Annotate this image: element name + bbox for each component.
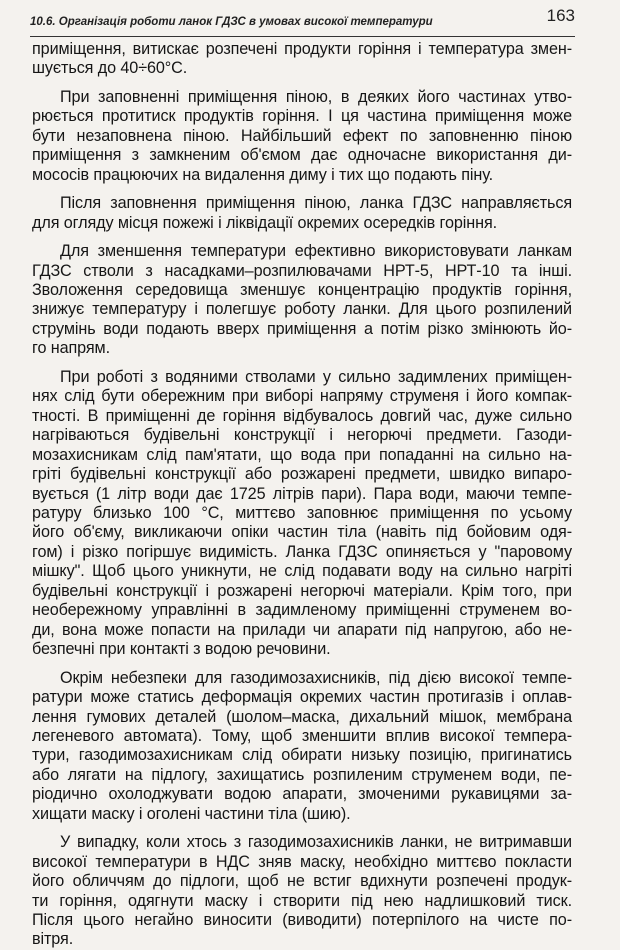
text-line: мососів працюючих на видалення диму і тих що подають піну. <box>32 165 493 184</box>
text-line: струмінь води подають вверх приміщення а потім різко змінюють йо- <box>32 319 572 338</box>
text-line: вітря. <box>32 930 74 949</box>
text-line: шується до 40÷60°С. <box>32 59 188 78</box>
text-line: високої температури в НДС зняв маску, необхідно миттєво покласти <box>32 852 572 871</box>
text-line: ріодично охолоджувати водою апарати, змоченими рукавицями за- <box>32 785 572 804</box>
text-line: нях слід бути обережним при виборі напряму струменя і його компак- <box>32 387 572 406</box>
page-number: 163 <box>546 6 575 25</box>
text-line: Окрім небезпеки для газодимозахисників, під дією високої темпе- <box>60 668 572 687</box>
text-line: або лягати на підлогу, захищатись розпиленим струменем води, пе- <box>32 765 572 784</box>
paragraph <box>32 194 572 233</box>
text-line: Для зменшення температури ефективно використовувати ланкам <box>60 242 572 261</box>
text-line: У випадку, коли хтось з газодимозахисників ланки, не витримавши <box>60 833 572 852</box>
text-line: необережному управлінні в задимленому приміщенні струменем во- <box>32 601 572 620</box>
text-line: Після заповнення приміщення піною, ланка ГДЗС направляється <box>60 194 572 213</box>
text-line: мішку". Щоб цього уникнути, не слід подавати воду на сильно нагріті <box>32 562 572 581</box>
paragraph <box>32 242 572 359</box>
text-line: нагріваються будівельні конструкції і негорючі предмети. Газоди- <box>32 426 572 445</box>
text-line: мозахисникам слід пам'ятати, що вода при попаданні на сильно на- <box>32 445 572 464</box>
text-line: ди, вона може попасти на прилади чи апарати під напругою, або не- <box>32 620 572 639</box>
text-line: При заповненні приміщення піною, в деяких його частинах утво- <box>60 87 572 106</box>
text-line: ратуру близько 100 °С, миттєво заповнює приміщення по усьому <box>32 503 572 522</box>
text-line: гріті будівельні конструкції або розжарені предмети, швидко випаро- <box>32 465 572 484</box>
paragraph <box>32 368 572 660</box>
text-line: гом) і різко погіршує видимість. Ланка ГДЗС опиняється у "паровому <box>32 542 572 561</box>
paragraph <box>32 833 572 950</box>
text-line: легеневого автомата). Тому, щоб зменшити вплив високої темпера- <box>32 726 572 745</box>
text-line: тури, газодимозахисникам слід обирати низьку позицію, пригинатись <box>32 746 572 765</box>
text-line: хищати маску і оголені частини тіла (шию). <box>32 804 351 823</box>
text-line: приміщення, витискає розпечені продукти горіння і температура змен- <box>32 40 572 58</box>
running-header <box>30 6 575 37</box>
text-line: його об'єму, викликаючи опіки частин тіла (навіть під бойовим одя- <box>32 523 572 542</box>
text-line: будівельні конструкції і розжарені негорючі матеріали. Крім того, при <box>32 581 572 600</box>
text-line: приміщення з замкненим об'ємом дає одночасне використання ди- <box>32 146 572 165</box>
text-line: го напрям. <box>32 339 110 358</box>
text-line: При роботі з водяними стволами у сильно задимлених приміщен- <box>60 367 572 386</box>
text-line: рюється протитиск продуктів горіння. І ця частина приміщення може <box>32 107 572 126</box>
page-body-text <box>32 40 572 950</box>
text-line: його обличчям до підлоги, щоб не встиг вдихнути розпечені продук- <box>32 872 572 891</box>
text-line: безпечні при контакті з водою речовини. <box>32 640 331 659</box>
text-line: знижує температуру і полегшує роботу ланки. Для цього розпилений <box>32 300 572 319</box>
text-line: Після цього негайно виносити (виводити) потерпілого на чисте по- <box>32 911 572 930</box>
text-line: для огляду місця пожежі і ліквідації окремих осередків горіння. <box>32 213 498 232</box>
text-line: ратури може статись деформація окремих частин протигазів і оплав- <box>32 688 572 707</box>
text-line: лення гумових деталей (шолом–маска, дихальний мішок, мембрана <box>32 707 572 726</box>
text-line: бути незаповнена піною. Найбільший ефект по заповненню піною <box>32 126 572 145</box>
text-line: вується (1 літр води дає 1725 літрів пари). Пара води, маючи темпе- <box>32 484 572 503</box>
chapter-section-title: 10.6. Організація роботи ланок ГДЗС в умовах високої температури <box>30 16 433 28</box>
text-line: Зволоження середовища зменшує концентрацію продуктів горіння, <box>32 280 572 299</box>
text-line: ти горіння, одягнути маску і створити під нею надлишковий тиск. <box>32 891 572 910</box>
text-line: тності. В приміщенні де горіння відбувалось довгий час, дуже сильно <box>32 406 572 425</box>
paragraph <box>32 88 572 185</box>
text-line: ГДЗС стволи з насадками–розпилювачами НРТ-5, НРТ-10 та інші. <box>32 261 572 280</box>
paragraph <box>32 669 572 825</box>
paragraph <box>32 40 572 79</box>
